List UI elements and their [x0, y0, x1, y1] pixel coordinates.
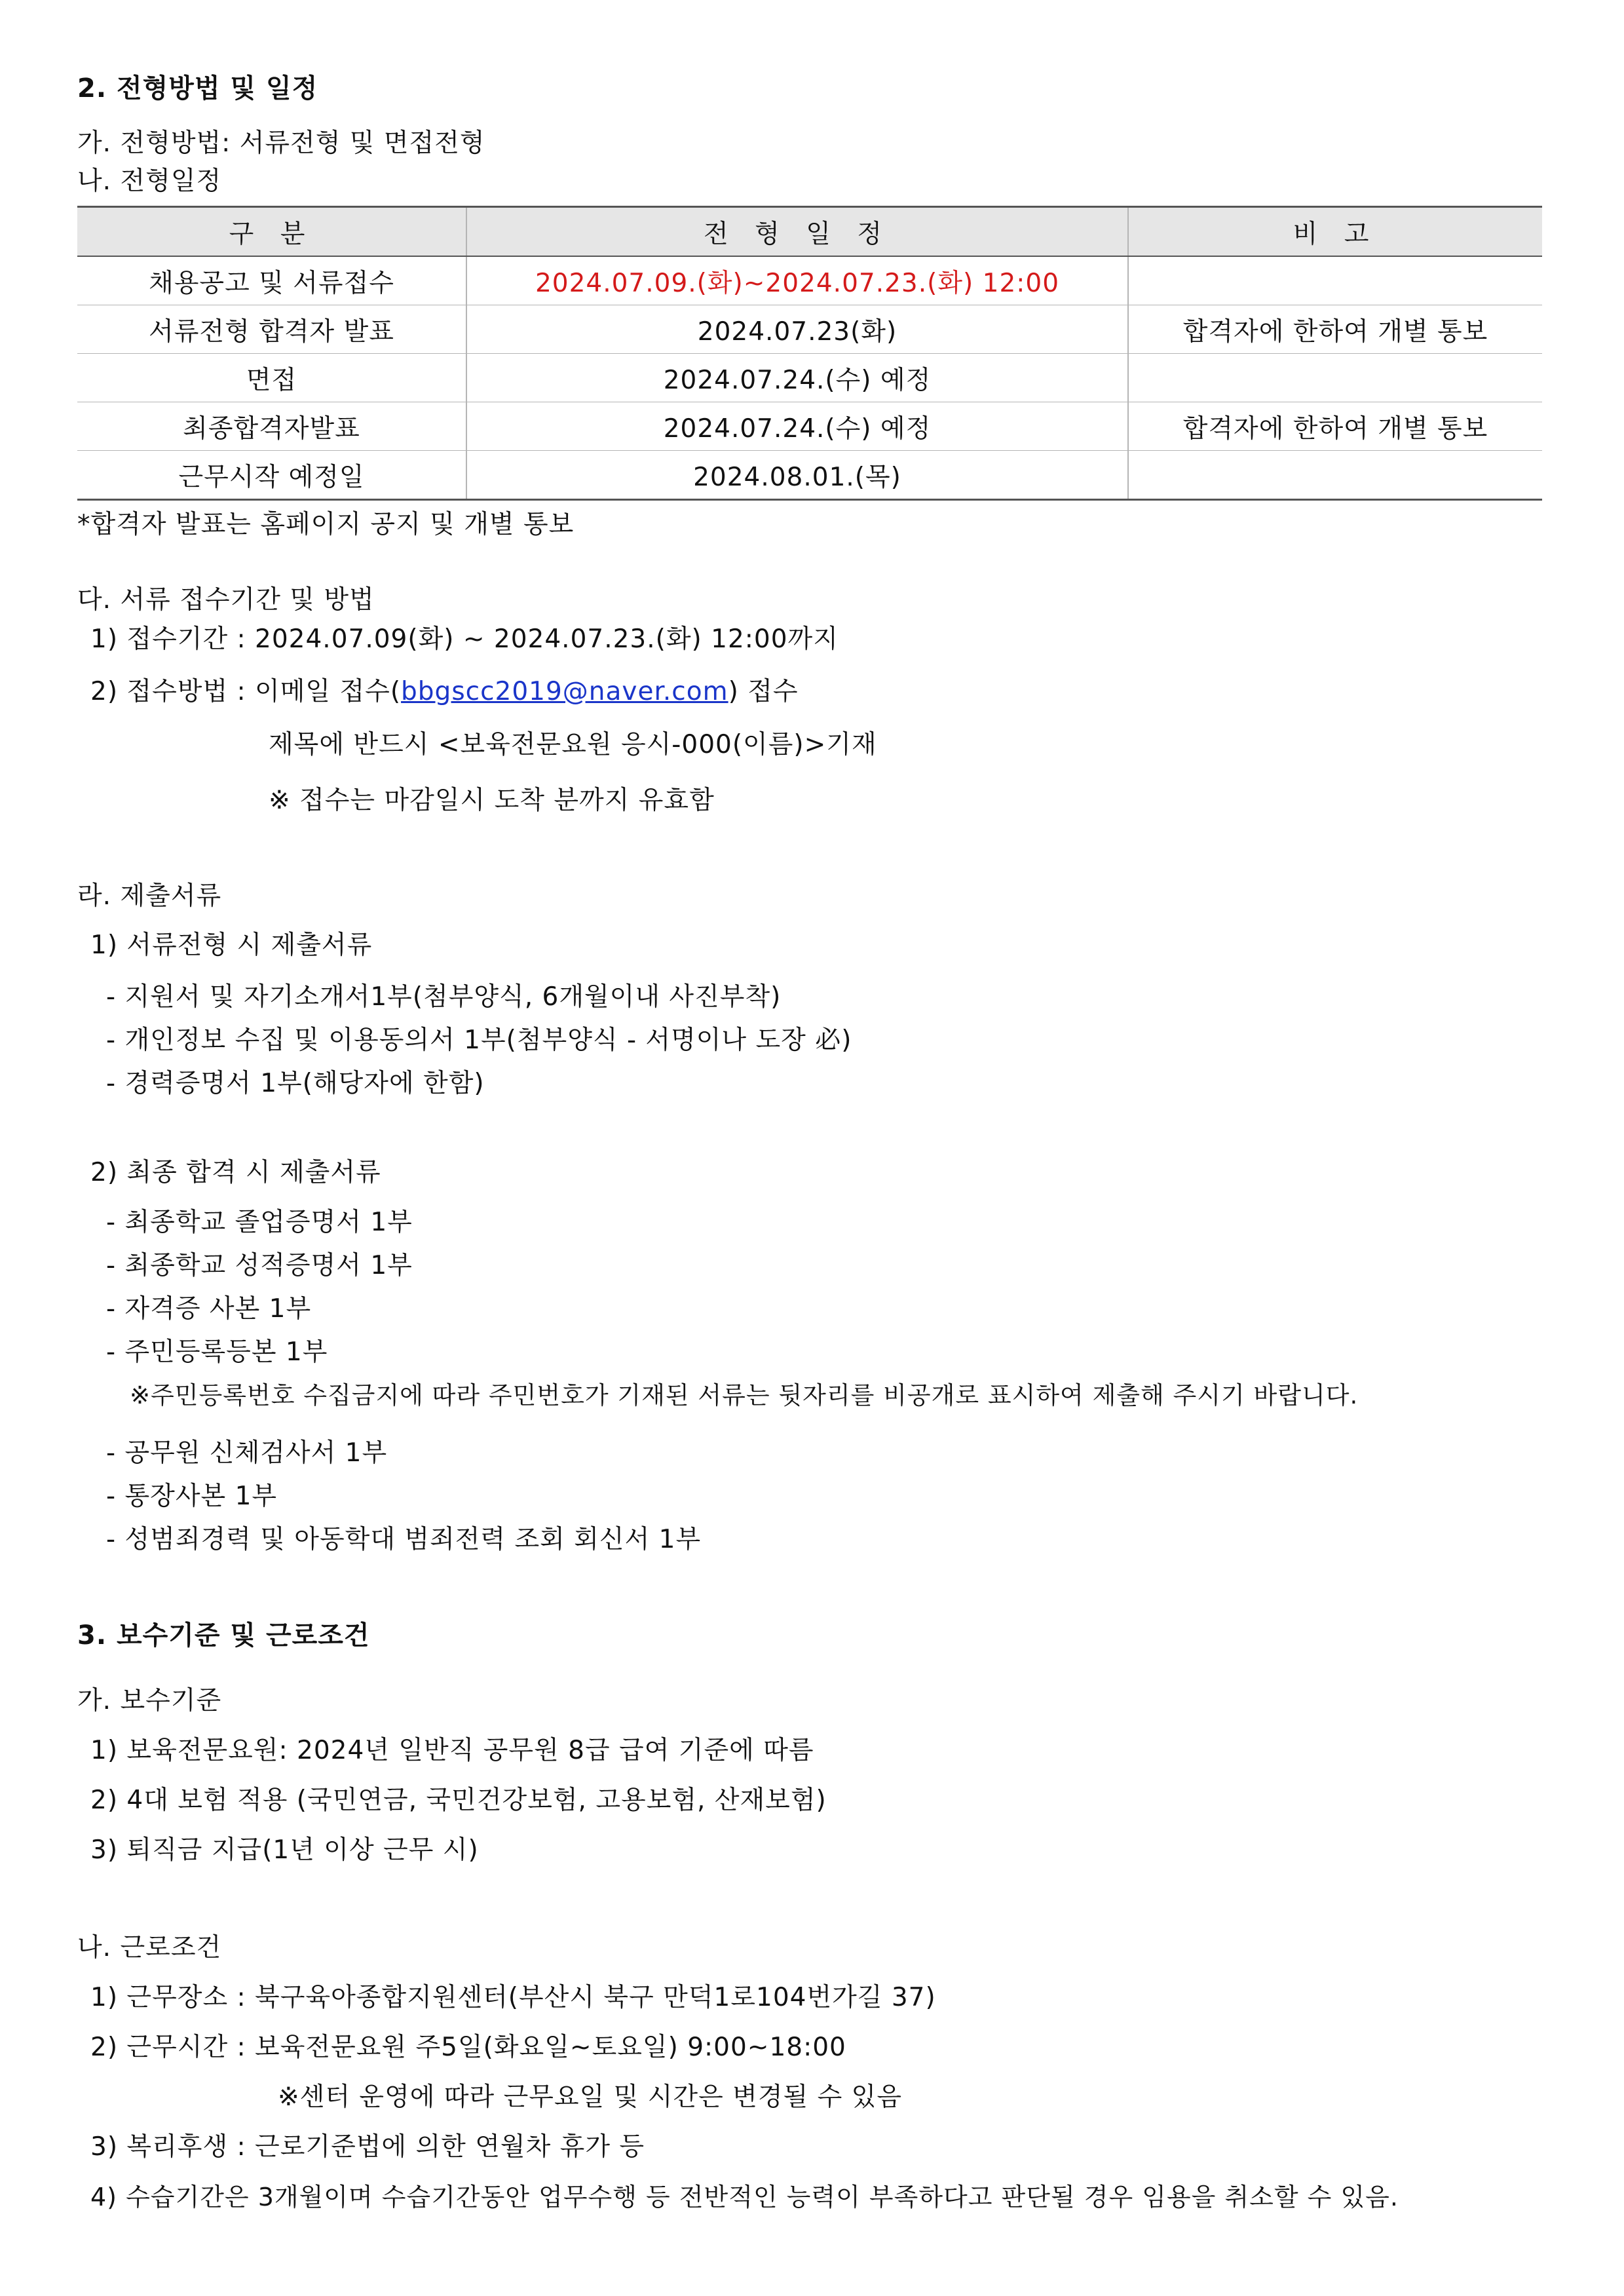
row-item: 근무시작 예정일	[77, 451, 466, 500]
row-item: 서류전형 합격자 발표	[77, 305, 466, 354]
table-row	[77, 305, 1542, 354]
subject-rule: 제목에 반드시 <보육전문요원 응시-000(이름)>기재	[269, 730, 877, 759]
list-item: - 자격증 사본 1부	[106, 1294, 312, 1324]
documents-title: 라. 제출서류	[77, 881, 222, 911]
row-item: 면접	[77, 354, 466, 402]
list-item: - 성범죄경력 및 아동학대 범죄전력 조회 회신서 1부	[106, 1525, 702, 1554]
header-note: 비 고	[1128, 207, 1542, 257]
row-date: 2024.08.01.(목)	[466, 451, 1128, 500]
welfare-line: 3) 복리후생 : 근로기준법에 의한 연월차 휴가 등	[90, 2132, 645, 2162]
receipt-method	[90, 676, 799, 708]
row-date: 2024.07.09.(화)~2024.07.23.(화) 12:00	[466, 256, 1128, 305]
list-item: 3) 퇴직금 지급(1년 이상 근무 시)	[90, 1835, 479, 1865]
receipt-method-prefix: 2) 접수방법 : 이메일 접수(	[90, 677, 402, 706]
receipt-method-suffix: ) 접수	[728, 677, 799, 706]
deadline-note: ※ 접수는 마감일시 도착 분까지 유효함	[269, 786, 715, 815]
selection-method-line: 가. 전형방법: 서류전형 및 면접전형	[77, 128, 485, 158]
header-category: 구 분	[77, 207, 466, 257]
schedule-table-header	[77, 207, 1542, 257]
work-hours-line: 2) 근무시간 : 보육전문요원 주5일(화요일~토요일) 9:00~18:00	[90, 2033, 846, 2062]
list-item: - 최종학교 졸업증명서 1부	[106, 1208, 413, 1237]
schedule-table	[77, 206, 1542, 501]
email-link[interactable]: bbgscc2019@naver.com	[401, 677, 728, 706]
work-hours-note: ※센터 운영에 따라 근무요일 및 시간은 변경될 수 있음	[278, 2082, 903, 2112]
table-row	[77, 451, 1542, 500]
row-date: 2024.07.24.(수) 예정	[466, 354, 1128, 402]
section-2-heading: 2. 전형방법 및 일정	[77, 73, 318, 104]
screening-docs-title: 1) 서류전형 시 제출서류	[90, 930, 373, 960]
workplace-line: 1) 근무장소 : 북구육아종합지원센터(부산시 북구 만덕1로104번가길 37)	[90, 1983, 936, 2012]
list-item: - 경력증명서 1부(해당자에 한함)	[106, 1069, 485, 1098]
row-note: 합격자에 한하여 개별 통보	[1128, 402, 1542, 451]
list-item: - 지원서 및 자기소개서1부(첨부양식, 6개월이내 사진부착)	[106, 982, 782, 1012]
list-item: - 주민등록등본 1부	[106, 1337, 328, 1367]
probation-line: 4) 수습기간은 3개월이며 수습기간동안 업무수행 등 전반적인 능력이 부족하다고 판단될 경우 임용을 취소할 수 있음.	[90, 2183, 1399, 2211]
receipt-title: 다. 서류 접수기간 및 방법	[77, 585, 375, 615]
resident-number-note: ※주민등록번호 수집금지에 따라 주민번호가 기재된 서류는 뒷자리를 비공개로 표시하여 제출해 주시기 바랍니다.	[130, 1381, 1359, 1409]
row-item: 채용공고 및 서류접수	[77, 256, 466, 305]
table-row	[77, 354, 1542, 402]
list-item: - 최종학교 성적증명서 1부	[106, 1251, 413, 1280]
list-item: 1) 보육전문요원: 2024년 일반직 공무원 8급 급여 기준에 따름	[90, 1736, 814, 1765]
list-item: 2) 4대 보험 적용 (국민연금, 국민건강보험, 고용보험, 산재보험)	[90, 1786, 827, 1815]
row-note: 합격자에 한하여 개별 통보	[1128, 305, 1542, 354]
row-date: 2024.07.23(화)	[466, 305, 1128, 354]
table-row	[77, 256, 1542, 305]
receipt-period: 1) 접수기간 : 2024.07.09(화) ~ 2024.07.23.(화) 12:00까지	[90, 624, 839, 654]
list-item: - 개인정보 수집 및 이용동의서 1부(첨부양식 - 서명이나 도장 必)	[106, 1025, 852, 1055]
row-note	[1128, 354, 1542, 402]
list-item: - 통장사본 1부	[106, 1482, 278, 1511]
list-item: - 공무원 신체검사서 1부	[106, 1438, 388, 1468]
header-schedule: 전 형 일 정	[466, 207, 1128, 257]
pay-title: 가. 보수기준	[77, 1686, 222, 1715]
row-note	[1128, 256, 1542, 305]
table-row	[77, 402, 1542, 451]
row-item: 최종합격자발표	[77, 402, 466, 451]
table-footnote: *합격자 발표는 홈페이지 공지 및 개별 통보	[77, 510, 575, 539]
row-note	[1128, 451, 1542, 500]
final-docs-title: 2) 최종 합격 시 제출서류	[90, 1158, 381, 1187]
schedule-title: 나. 전형일정	[77, 166, 222, 196]
conditions-title: 나. 근로조건	[77, 1933, 222, 1962]
section-3-heading: 3. 보수기준 및 근로조건	[77, 1620, 370, 1651]
row-date: 2024.07.24.(수) 예정	[466, 402, 1128, 451]
